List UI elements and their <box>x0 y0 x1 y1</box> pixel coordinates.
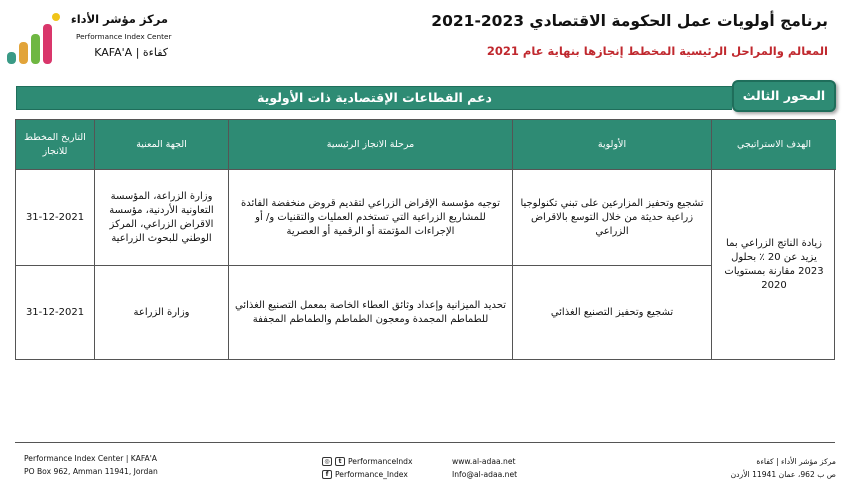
header-goal: الهدف الاستراتيجي <box>712 120 836 170</box>
footer-contact <box>452 455 517 481</box>
pillar-tab-label: المحور الثالث <box>742 88 826 103</box>
email-link[interactable]: Info@al-adaa.net <box>452 470 518 479</box>
row2-priority: تشجيع وتحفيز التصنيع الغذائي <box>513 266 712 359</box>
row2-stage: تحديد الميزانية وإعداد وثائق العطاء الخاصة بمعمل التصنيع الغذائي للطماطم المجمدة ومعجون الطماطم والطماطم المجففة <box>229 266 513 359</box>
page-title: برنامج أولويات عمل الحكومة الاقتصادي 2023-2021 <box>431 12 828 30</box>
logo-bars-icon <box>6 10 66 72</box>
row1-date: 31-12-2021 <box>16 170 95 266</box>
pillar-banner <box>16 86 732 110</box>
social-handle-1[interactable]: PerformanceIndx <box>348 457 413 466</box>
footer-social <box>322 455 413 481</box>
logo-arabic-name: مركز مؤشر الأداء <box>70 12 168 26</box>
header-stage: مرحلة الانجاز الرئيسية <box>229 120 513 170</box>
facebook-icon: f <box>322 470 332 479</box>
footer-pobox-en: PO Box 962, Amman 11941, Jordan <box>24 467 158 476</box>
twitter-icon: t <box>335 457 345 466</box>
pillar-banner-label: دعم القطاعات الإقتصادية ذات الأولوية <box>257 90 492 105</box>
footer-org-ar: مركز مؤشر الأداء | كفاءة <box>756 457 836 466</box>
footer-address-ar <box>731 455 836 481</box>
header-entity: الجهة المعنية <box>95 120 229 170</box>
footer-org-en: Performance Index Center | KAFA'A <box>24 454 157 463</box>
header-date: التاريخ المخطط للانجاز <box>16 120 95 170</box>
footer-divider <box>15 442 835 443</box>
footer-pobox-ar: ص ب 962، عمان 11941 الأردن <box>730 470 836 479</box>
goal-cell: زيادة الناتج الزراعي بما يزيد عن 20 ٪ بحلول 2023 مقارنة بمستويات 2020 <box>724 237 824 291</box>
logo <box>6 10 172 72</box>
footer-address-en <box>24 452 158 478</box>
logo-english-name: Performance Index Center <box>76 32 172 41</box>
row1-stage: توجيه مؤسسة الإقراض الزراعي لتقديم قروض منخفضة الفائدة للمشاريع الزراعية التي تستخدم العمليات والتقنيات و/ أو الإجراءات المؤتمتة أو الرقمية أو العصرية <box>229 170 513 266</box>
logo-kafaa: KAFA'A | كفاءة <box>94 46 168 59</box>
row2-entity: وزارة الزراعة <box>95 266 229 359</box>
header-priority: الأولوية <box>513 120 712 170</box>
row2-date: 31-12-2021 <box>16 266 95 359</box>
row1-entity: وزارة الزراعة، المؤسسة التعاونية الأردنية، مؤسسة الاقراض الزراعي، المركز الوطني للبحوث الزراعية <box>95 170 229 266</box>
instagram-icon: ◎ <box>322 457 332 466</box>
priorities-table <box>15 119 835 360</box>
page-subtitle: المعالم والمراحل الرئيسية المخطط إنجازها بنهاية عام 2021 <box>486 44 828 58</box>
social-handle-2[interactable]: Performance_Index <box>335 470 408 479</box>
website-link[interactable]: www.al-adaa.net <box>452 457 516 466</box>
pillar-tab <box>732 80 836 112</box>
row1-priority: تشجيع وتحفيز المزارعين على تبني تكنولوجيا زراعية حديثة من خلال التوسع بالاقراض الزراعي <box>513 170 712 266</box>
